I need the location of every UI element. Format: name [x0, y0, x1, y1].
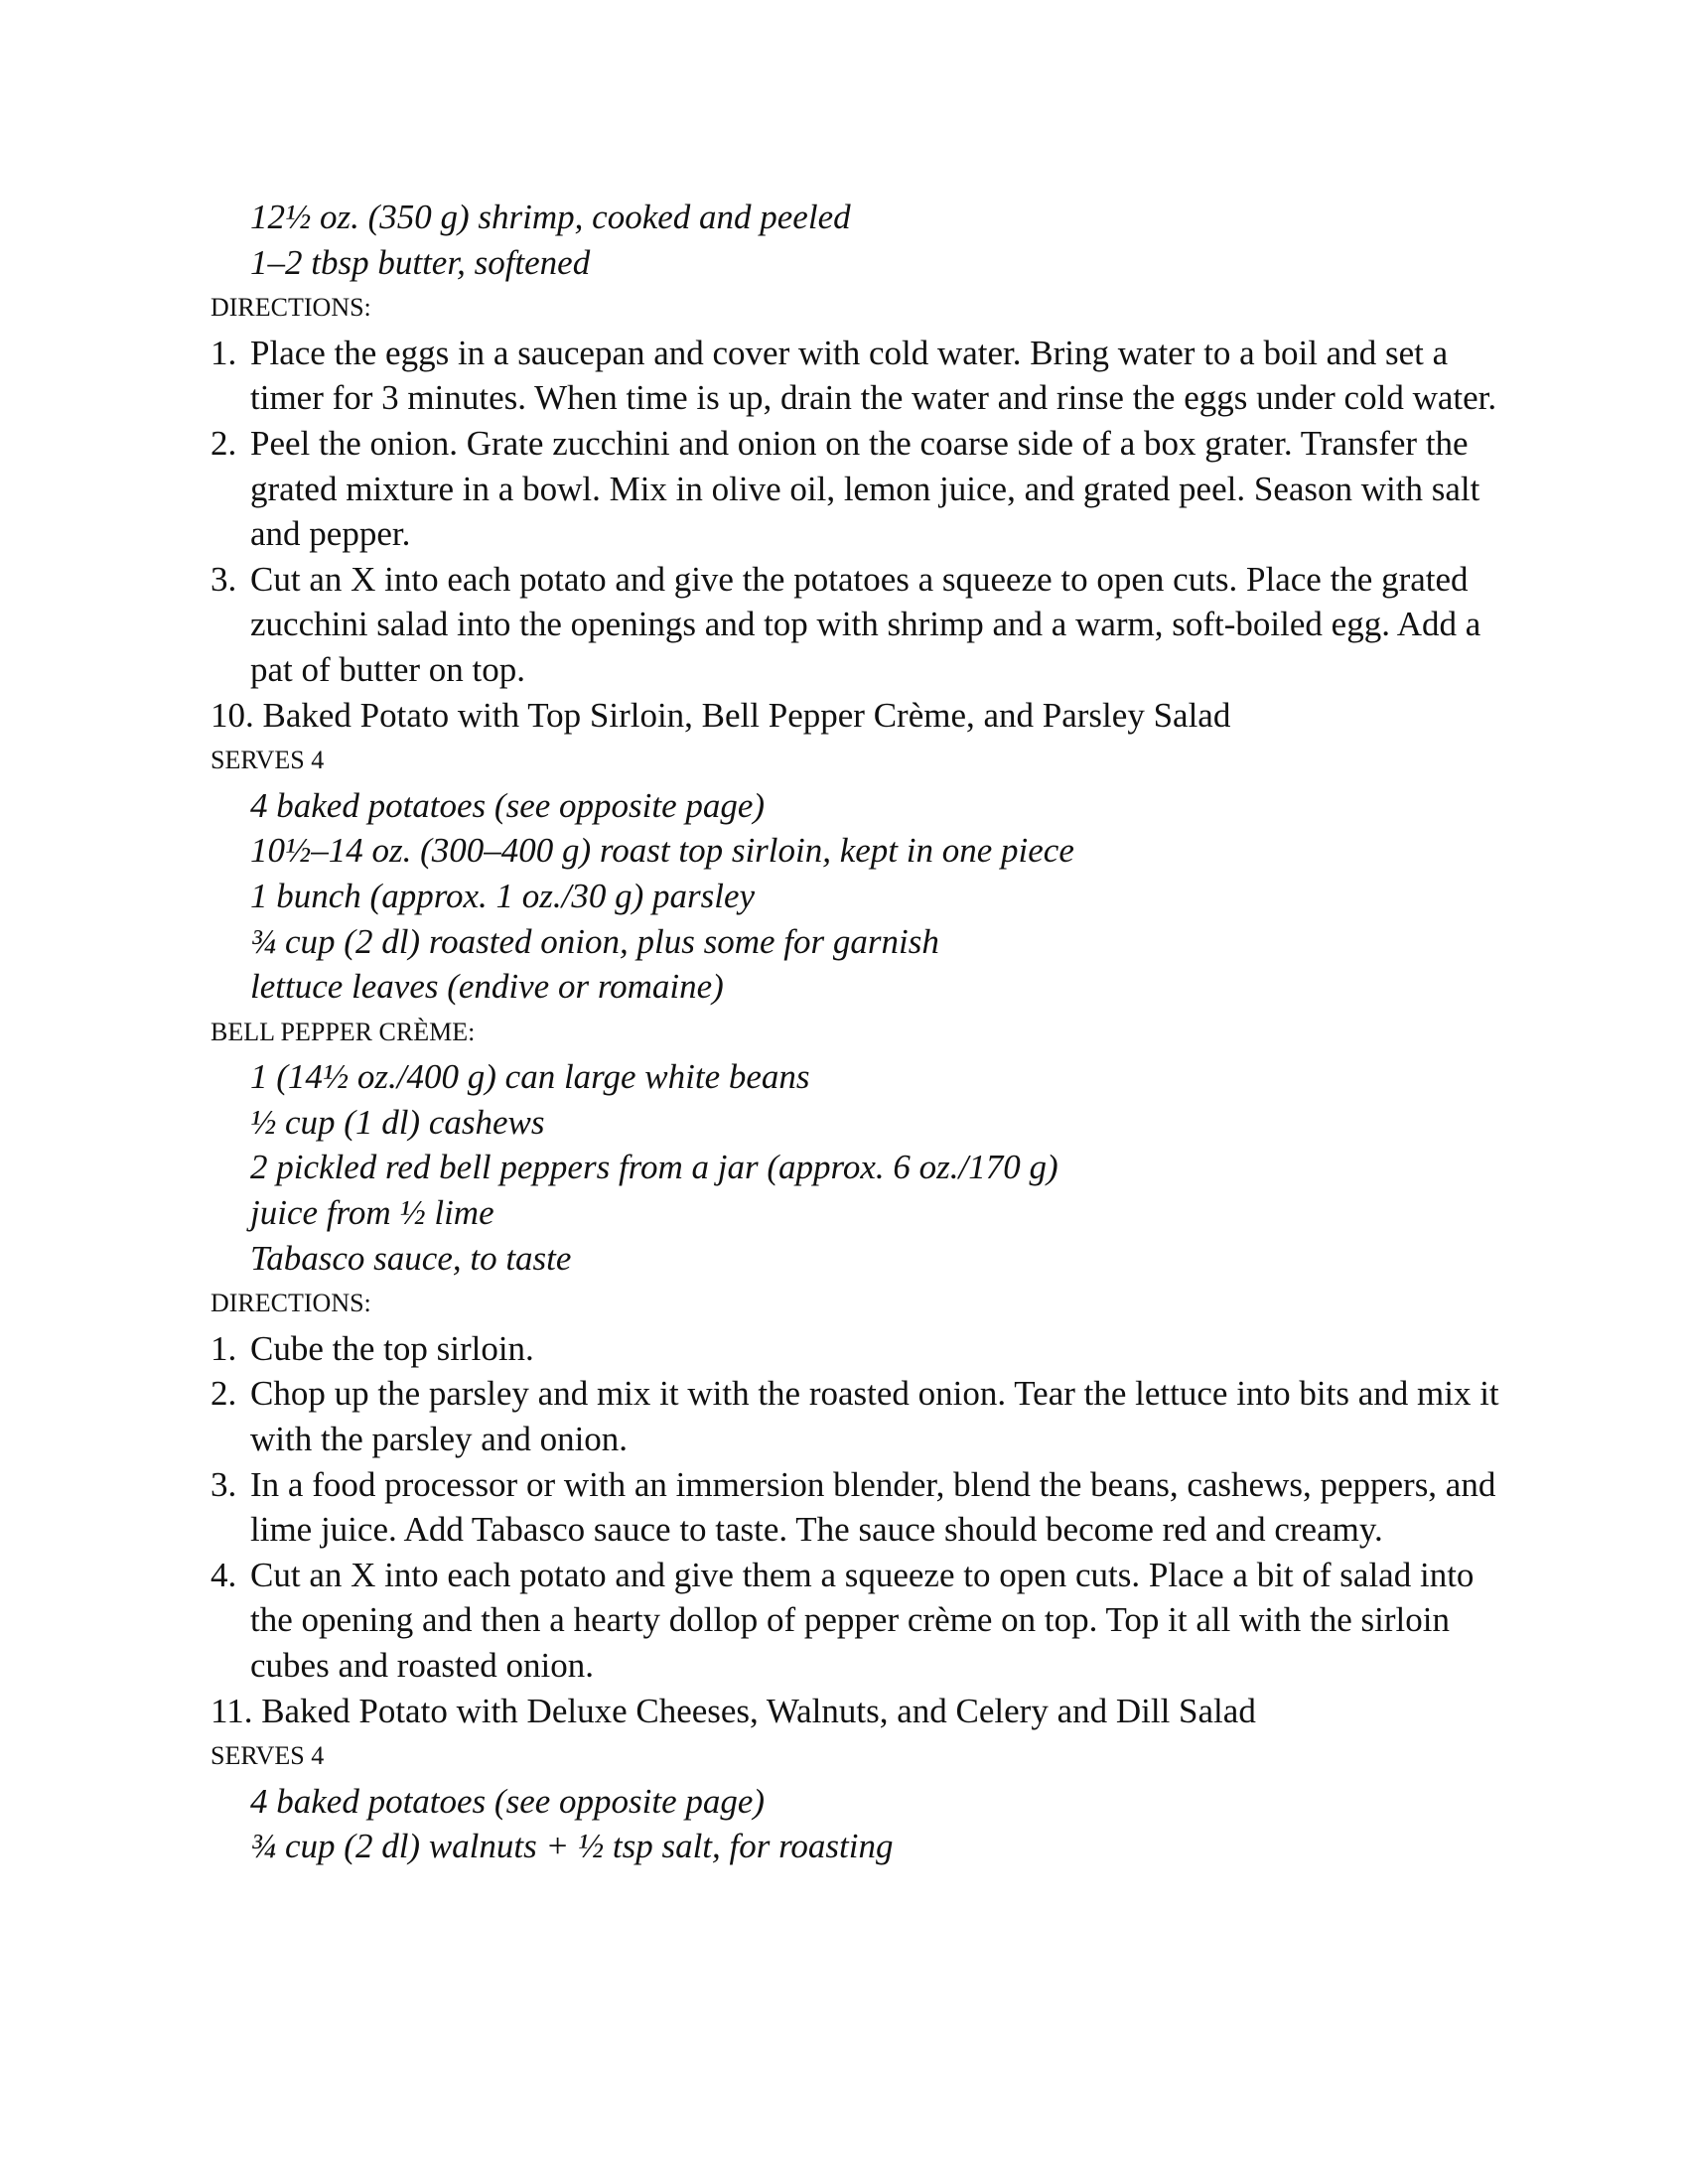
recipe-title: 11. Baked Potato with Deluxe Cheeses, Walnuts, and Celery and Dill Salad [211, 1691, 1256, 1730]
ingredient-item: 1 bunch (approx. 1 oz./30 g) parsley [250, 876, 756, 915]
creme-label: BELL PEPPER CRÈME: [211, 1017, 476, 1046]
step-number: 3. [211, 559, 237, 599]
ingredient-item: lettuce leaves (endive or romaine) [250, 967, 724, 1007]
direction-step [211, 1326, 1521, 1372]
step-number: 3. [211, 1464, 237, 1504]
direction-step [211, 1462, 1521, 1553]
step-text: Cut an X into each potato and give them a squeeze to open cuts. Place a bit of salad into the opening and then a hearty dollop of pepper crème on top. Top it all with the sirloin cubes and roasted onion. [250, 1555, 1475, 1685]
step-number: 1. [211, 333, 237, 372]
step-text: Cube the top sirloin. [250, 1328, 534, 1368]
directions-label: DIRECTIONS: [211, 1289, 371, 1318]
step-text: Cut an X into each potato and give the potatoes a squeeze to open cuts. Place the grated zucchini salad into the openings and top with shrimp and a warm, soft-boiled egg. Add a pat of butter on top. [250, 559, 1481, 689]
step-number: 4. [211, 1555, 237, 1594]
step-text: Peel the onion. Grate zucchini and onion on the coarse side of a box grater. Transfer the grated mixture in a bowl. Mix in olive oil, lemon juice, and grated peel. Season with salt and pepper. [250, 423, 1480, 554]
ingredient-item: 2 pickled red bell peppers from a jar (approx. 6 oz./170 g) [250, 1148, 1058, 1187]
serves-label: SERVES 4 [211, 746, 325, 775]
step-text: In a food processor or with an immersion blender, blend the beans, cashews, peppers, and lime juice. Add Tabasco sauce to taste. The sauce should become red and creamy. [250, 1464, 1496, 1550]
direction-step [211, 1371, 1521, 1461]
direction-step [211, 331, 1521, 421]
ingredient-item: ¾ cup (2 dl) walnuts + ½ tsp salt, for roasting [250, 1827, 894, 1866]
direction-step [211, 557, 1521, 693]
ingredient-item: 4 baked potatoes (see opposite page) [250, 785, 766, 825]
ingredient-item: 1–2 tbsp butter, softened [250, 242, 591, 282]
step-text: Place the eggs in a saucepan and cover with cold water. Bring water to a boil and set a timer for 3 minutes. When time is up, drain the water and rinse the eggs under cold water. [250, 333, 1497, 418]
step-number: 2. [211, 1374, 237, 1414]
ingredient-item: ¾ cup (2 dl) roasted onion, plus some for garnish [250, 921, 939, 961]
step-number: 1. [211, 1328, 237, 1368]
ingredient-item: 4 baked potatoes (see opposite page) [250, 1781, 766, 1821]
recipe-page [211, 195, 1521, 1869]
directions-label: DIRECTIONS: [211, 293, 371, 323]
step-text: Chop up the parsley and mix it with the roasted onion. Tear the lettuce into bits and mix it with the parsley and onion. [250, 1374, 1499, 1459]
direction-step [211, 421, 1521, 557]
direction-step [211, 1553, 1521, 1689]
ingredient-item: Tabasco sauce, to taste [250, 1238, 572, 1278]
serves-label: SERVES 4 [211, 1741, 325, 1771]
step-number: 2. [211, 423, 237, 463]
ingredient-item: 1 (14½ oz./400 g) can large white beans [250, 1057, 810, 1097]
ingredient-item: 10½–14 oz. (300–400 g) roast top sirloin, kept in one piece [250, 831, 1074, 871]
recipe-title: 10. Baked Potato with Top Sirloin, Bell Pepper Crème, and Parsley Salad [211, 695, 1231, 735]
ingredient-item: 12½ oz. (350 g) shrimp, cooked and peeled [250, 198, 851, 236]
ingredient-item: juice from ½ lime [250, 1193, 494, 1233]
ingredient-item: ½ cup (1 dl) cashews [250, 1102, 545, 1142]
